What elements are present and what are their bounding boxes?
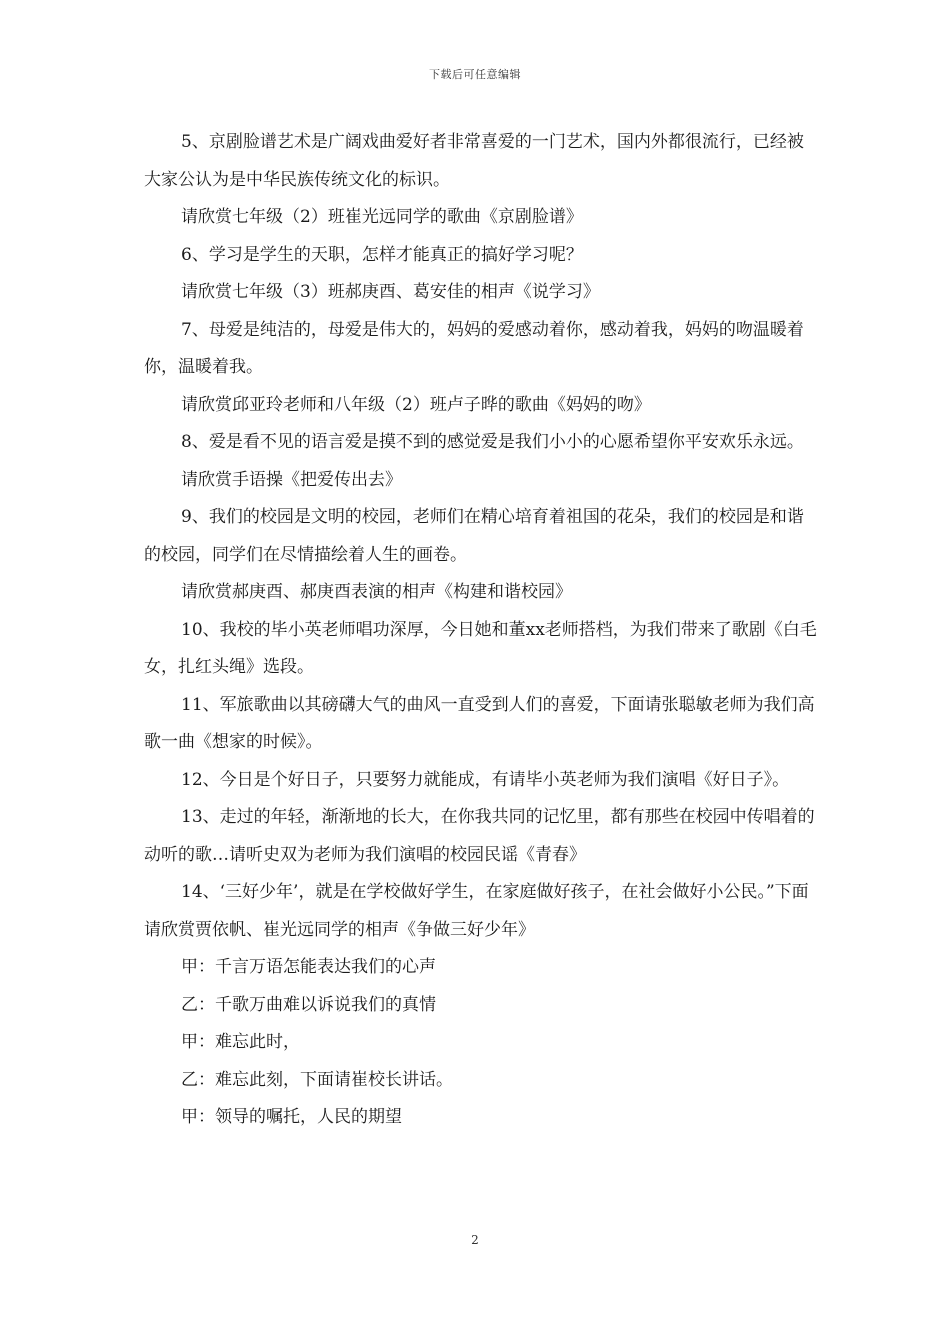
- dialogue-line: 乙：千歌万曲难以诉说我们的真情: [181, 994, 436, 1015]
- page-header: 下载后可任意编辑: [429, 68, 521, 81]
- paragraph-10: 10、我校的毕小英老师唱功深厚，今日她和董xx老师搭档，为我们带来了歌剧《白毛女，扎红头绳》选段。: [144, 619, 817, 677]
- paragraph-5-performance: 请欣赏七年级（2）班崔光远同学的歌曲《京剧脸谱》: [181, 207, 583, 227]
- paragraph-8: 8、爱是看不见的语言爱是摸不到的感觉爱是我们小小的心愿希望你平安欢乐永远。: [181, 432, 804, 452]
- paragraph-12: 12、今日是个好日子，只要努力就能成，有请毕小英老师为我们演唱《好日子》。: [181, 769, 790, 790]
- page-number: 2: [471, 1233, 479, 1247]
- paragraph-8-performance: 请欣赏手语操《把爱传出去》: [181, 469, 402, 490]
- paragraph-9-performance: 请欣赏郝庚酉、郝庚酉表演的相声《构建和谐校园》: [181, 582, 572, 602]
- document-body: [144, 124, 820, 1137]
- paragraph-7-performance: 请欣赏邱亚玲老师和八年级（2）班卢子晔的歌曲《妈妈的吻》: [181, 394, 651, 415]
- paragraph-7: 7、母爱是纯洁的，母爱是伟大的，妈妈的爱感动着你，感动着我，妈妈的吻温暖着你，温暖着我。: [144, 319, 804, 377]
- paragraph-5: 5、京剧脸谱艺术是广阔戏曲爱好者非常喜爱的一门艺术，国内外都很流行，已经被大家公认为是中华民族传统文化的标识。: [144, 132, 804, 190]
- paragraph-6: 6、学习是学生的天职，怎样才能真正的搞好学习呢？: [181, 244, 583, 265]
- paragraph-11: 11、军旅歌曲以其磅礴大气的曲风一直受到人们的喜爱，下面请张聪敏老师为我们高歌一曲《想家的时候》。: [144, 694, 815, 752]
- dialogue-line: 甲：领导的嘱托，人民的期望: [181, 1107, 402, 1127]
- paragraph-6-performance: 请欣赏七年级（3）班郝庚酉、葛安佳的相声《说学习》: [181, 282, 600, 302]
- dialogue-line: 甲：千言万语怎能表达我们的心声: [181, 957, 436, 977]
- paragraph-13: 13、走过的年轻，渐渐地的长大，在你我共同的记忆里，都有那些在校园中传唱着的动听的歌…请听史双为老师为我们演唱的校园民谣《青春》: [144, 807, 815, 865]
- paragraph-9: 9、我们的校园是文明的校园，老师们在精心培育着祖国的花朵，我们的校园是和谐的校园，同学们在尽情描绘着人生的画卷。: [144, 507, 804, 565]
- paragraph-14: 14、‘三好少年’，就是在学校做好学生，在家庭做好孩子，在社会做好小公民。”下面请欣赏贾依帆、崔光远同学的相声《争做三好少年》: [144, 882, 809, 940]
- dialogue-line: 甲：难忘此时，: [181, 1032, 300, 1052]
- dialogue-line: 乙：难忘此刻，下面请崔校长讲话。: [181, 1069, 453, 1090]
